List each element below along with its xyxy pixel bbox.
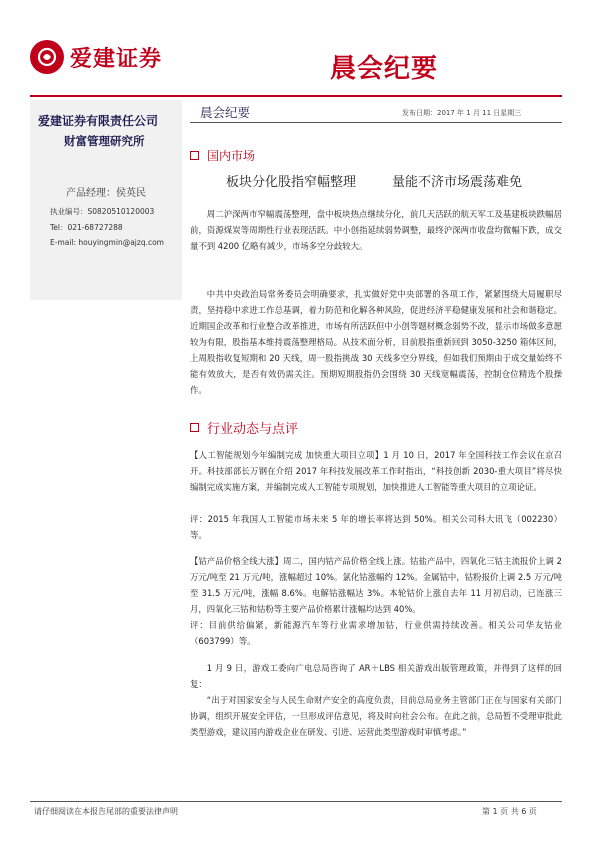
header-divider [30,95,562,97]
headline-left: 板块分化股指窄幅整理 [226,175,357,190]
industry-comment-cobalt: 评：目前供给偏紧，新能源汽车等行业需求增加钴，行业供需持续改善。相关公司华友钴业（603799）等。 [190,620,562,646]
sidebar-email[interactable]: E-mail: houyingmin@ajzq.com [50,238,164,247]
footer-disclaimer: 请仔细阅读在本报告尾部的重要法律声明 [34,807,178,816]
section-domestic-title: 国内市场 [207,149,256,163]
section-domestic-heading [190,147,255,164]
sidebar-institute: 财富管理研究所 [64,134,145,148]
sidebar-reg-number: 执业编号：S0820510120003 [50,207,155,216]
sidebar-manager: 产品经理：侯英民 [66,188,146,199]
sidebar-tel: Tel：021-68727288 [50,223,123,232]
section-industry-heading [190,418,298,437]
sidebar-company: 爱建证券有限责任公司 [38,114,159,128]
company-logo [30,34,184,80]
industry-item-game: 1 月 9 日，游戏工委向广电总局咨询了 AR＋LBS 相关游戏出版管理政策，并得到了这样的回复： [190,663,562,689]
subheader-divider [190,122,562,123]
page-number: 第 1 页 共 6 页 [482,807,537,816]
logo-emblem-icon [30,40,64,74]
footer-divider [30,801,562,802]
section-industry-title: 行业动态与点评 [207,422,299,437]
domestic-paragraph-1: 周二沪深两市窄幅震荡整理，盘中板块热点继续分化，前几天活跃的航天军工及基建板块跌幅居前，资源煤炭等周期性行业表现活跃。中小创指延续弱势调整，最终沪深两市收盘均微幅下跌，成交量不到 4200 亿略有减少，市场多空分歧较大。 [190,209,562,251]
logo-text: 爱建证券 [70,45,163,72]
industry-quote-game: “出于对国家安全与人民生命财产安全的高度负责，目前总局业务主管部门正在与国家有关部门协调，组织开展安全评估，一旦形成评估意见，将及时向社会公布。在此之前，总局暂不受理审批此类型游戏，建议国内游戏企业在研发、引进、运营此类型游戏时审慎考虑。” [190,695,562,737]
checkbox-bullet-icon [190,423,199,432]
industry-item-ai: 【人工智能规划今年编制完成 加快重大项目立项】1 月 10 日，2017 年全国科技工作会议在京召开。科技部部长万钢在介绍 2017 年科技发展改革工作时指出，“科技创新 2030-重大项目”将尽快编制完成实施方案，并编制完成人工智能专项规划，加快推进人工智能等重大项目的立项论证。 [190,450,562,492]
industry-item-cobalt: 【钴产品价格全线大涨】周二，国内钴产品价格全线上涨。钴盐产品中，四氧化三钴主流报价上调 2 万元/吨至 21 万元/吨，涨幅超过 10%。氯化钴涨幅约 12%。金属钴中，钴粉报价上调 2.5 万元/吨至 31.5 万元/吨，涨幅 8.6%。电解钴涨幅达 3%。本轮钴价上涨自去年 11 月初启动，已连涨三月，四氧化三钴和钴粉等主要产品价格累计涨幅均达到 40%。 [190,556,562,614]
industry-comment-ai: 评：2015 年我国人工智能市场未来 5 年的增长率将达到 50%。相关公司科大讯飞（002230）等。 [190,514,562,540]
page-title: 晨会纪要 [200,105,251,120]
checkbox-bullet-icon [190,151,199,160]
headline-right: 量能不济市场震荡难免 [392,175,523,190]
publish-date: 发布日期：2017 年 1 月 11 日星期三 [402,109,522,117]
domestic-paragraph-2: 中共中央政治局常务委员会明确要求，扎实做好党中央部署的各项工作，紧紧围绕大局履职尽责，坚持稳中求进工作总基调，着力防范和化解各种风险，促进经济平稳健康发展和社会和谐稳定。近期国企改革和行业整合改革推进，市场有所活跃但中小创等题材概念弱势不改，显示市场做多意愿较为有限，股指基本维持震荡整理格局。从技术面分析，目前股指重新回到 3050-3250 箱体区间，上周股指收复短期和 20 天线，周一股指挑战 30 天线多空分界线，但如我们预期由于成交量始终不能有效放大，是否有效仍需关注。预期短期股指仍会围绕 30 天线宽幅震荡，控制仓位精选个股操作。 [190,289,562,395]
sidebar-panel [30,100,182,300]
report-title: 晨会纪要 [330,54,439,84]
